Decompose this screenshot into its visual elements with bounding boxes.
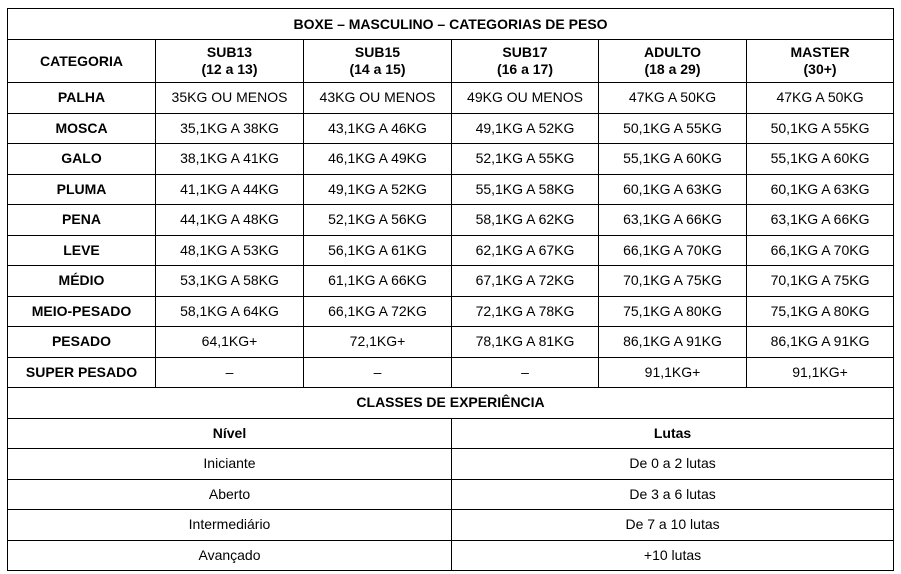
weight-cell: 35,1KG A 38KG — [156, 113, 304, 144]
weight-cell: 70,1KG A 75KG — [747, 266, 894, 297]
category-cell: MÉDIO — [8, 266, 156, 297]
weight-cell: 63,1KG A 66KG — [747, 205, 894, 236]
table-row — [8, 296, 894, 327]
column-header — [599, 40, 747, 83]
experience-level-cell: Avançado — [8, 540, 452, 571]
column-header-age: (14 a 15) — [349, 61, 406, 77]
weight-cell: 75,1KG A 80KG — [747, 296, 894, 327]
experience-fights-cell: De 7 a 10 lutas — [452, 510, 894, 541]
table-row — [8, 144, 894, 175]
weight-cell: 60,1KG A 63KG — [747, 174, 894, 205]
category-cell: PESADO — [8, 327, 156, 358]
category-cell: PENA — [8, 205, 156, 236]
weight-cell: 48,1KG A 53KG — [156, 235, 304, 266]
weight-cell: 43KG OU MENOS — [304, 83, 452, 114]
experience-row — [8, 510, 894, 541]
weight-cell: 55,1KG A 58KG — [452, 174, 599, 205]
weight-cell: 66,1KG A 70KG — [599, 235, 747, 266]
weight-cell: 43,1KG A 46KG — [304, 113, 452, 144]
table-row — [8, 83, 894, 114]
weight-cell: 35KG OU MENOS — [156, 83, 304, 114]
category-cell: PLUMA — [8, 174, 156, 205]
weight-cell: 49KG OU MENOS — [452, 83, 599, 114]
column-header-age: (16 a 17) — [496, 61, 554, 77]
table-row — [8, 205, 894, 236]
table-row — [8, 327, 894, 358]
experience-fights-header: Lutas — [452, 418, 894, 449]
weight-cell: 91,1KG+ — [599, 357, 747, 388]
weight-cell: 66,1KG A 70KG — [747, 235, 894, 266]
weight-cell: – — [156, 357, 304, 388]
column-header-age: (30+) — [803, 61, 837, 77]
weight-cell: 72,1KG+ — [304, 327, 452, 358]
category-cell: MOSCA — [8, 113, 156, 144]
column-header-name: SUB17 — [502, 44, 548, 60]
column-header — [8, 40, 156, 83]
column-header-name: CATEGORIA — [40, 52, 123, 69]
weight-cell: 72,1KG A 78KG — [452, 296, 599, 327]
weight-cell: 70,1KG A 75KG — [599, 266, 747, 297]
weight-cell: 61,1KG A 66KG — [304, 266, 452, 297]
table-row — [8, 113, 894, 144]
weight-cell: 66,1KG A 72KG — [304, 296, 452, 327]
weight-cell: 38,1KG A 41KG — [156, 144, 304, 175]
column-header — [747, 40, 894, 83]
experience-level-cell: Aberto — [8, 479, 452, 510]
weight-cell: 50,1KG A 55KG — [599, 113, 747, 144]
experience-fights-cell: +10 lutas — [452, 540, 894, 571]
category-cell: MEIO-PESADO — [8, 296, 156, 327]
weight-categories-table — [7, 8, 894, 571]
weight-cell: 58,1KG A 62KG — [452, 205, 599, 236]
weight-cell: 60,1KG A 63KG — [599, 174, 747, 205]
column-header-age: (18 a 29) — [644, 61, 701, 77]
category-cell: GALO — [8, 144, 156, 175]
column-header-name: SUB13 — [206, 44, 253, 60]
weight-cell: – — [304, 357, 452, 388]
table-title: BOXE – MASCULINO – CATEGORIAS DE PESO — [8, 9, 894, 40]
table-row — [8, 266, 894, 297]
weight-cell: 91,1KG+ — [747, 357, 894, 388]
weight-cell: 67,1KG A 72KG — [452, 266, 599, 297]
weight-cell: 86,1KG A 91KG — [747, 327, 894, 358]
category-cell: SUPER PESADO — [8, 357, 156, 388]
column-header — [156, 40, 304, 83]
weight-cell: 56,1KG A 61KG — [304, 235, 452, 266]
weight-cell: 58,1KG A 64KG — [156, 296, 304, 327]
experience-row — [8, 540, 894, 571]
weight-cell: 62,1KG A 67KG — [452, 235, 599, 266]
category-cell: LEVE — [8, 235, 156, 266]
weight-cell: 63,1KG A 66KG — [599, 205, 747, 236]
table-row — [8, 357, 894, 388]
table-row — [8, 235, 894, 266]
weight-cell: 55,1KG A 60KG — [599, 144, 747, 175]
weight-cell: 78,1KG A 81KG — [452, 327, 599, 358]
experience-fights-cell: De 3 a 6 lutas — [452, 479, 894, 510]
weight-cell: 53,1KG A 58KG — [156, 266, 304, 297]
experience-level-header: Nível — [8, 418, 452, 449]
weight-cell: 52,1KG A 55KG — [452, 144, 599, 175]
column-header-name: ADULTO — [643, 44, 702, 60]
weight-cell: 52,1KG A 56KG — [304, 205, 452, 236]
column-header-name: SUB15 — [354, 44, 401, 60]
weight-cell: 64,1KG+ — [156, 327, 304, 358]
table-row — [8, 174, 894, 205]
experience-title: CLASSES DE EXPERIÊNCIA — [8, 388, 894, 419]
weight-cell: 75,1KG A 80KG — [599, 296, 747, 327]
weight-cell: 50,1KG A 55KG — [747, 113, 894, 144]
weight-cell: 55,1KG A 60KG — [747, 144, 894, 175]
weight-cell: 47KG A 50KG — [599, 83, 747, 114]
column-header-age: (12 a 13) — [201, 61, 258, 77]
experience-row — [8, 449, 894, 480]
experience-fights-cell: De 0 a 2 lutas — [452, 449, 894, 480]
experience-level-cell: Iniciante — [8, 449, 452, 480]
weight-cell: 86,1KG A 91KG — [599, 327, 747, 358]
weight-cell: – — [452, 357, 599, 388]
weight-cell: 46,1KG A 49KG — [304, 144, 452, 175]
experience-row — [8, 479, 894, 510]
weight-cell: 41,1KG A 44KG — [156, 174, 304, 205]
weight-cell: 49,1KG A 52KG — [304, 174, 452, 205]
column-header — [452, 40, 599, 83]
weight-cell: 44,1KG A 48KG — [156, 205, 304, 236]
weight-cell: 49,1KG A 52KG — [452, 113, 599, 144]
column-header-name: MASTER — [790, 44, 850, 60]
column-header — [304, 40, 452, 83]
weight-cell: 47KG A 50KG — [747, 83, 894, 114]
experience-level-cell: Intermediário — [8, 510, 452, 541]
category-cell: PALHA — [8, 83, 156, 114]
